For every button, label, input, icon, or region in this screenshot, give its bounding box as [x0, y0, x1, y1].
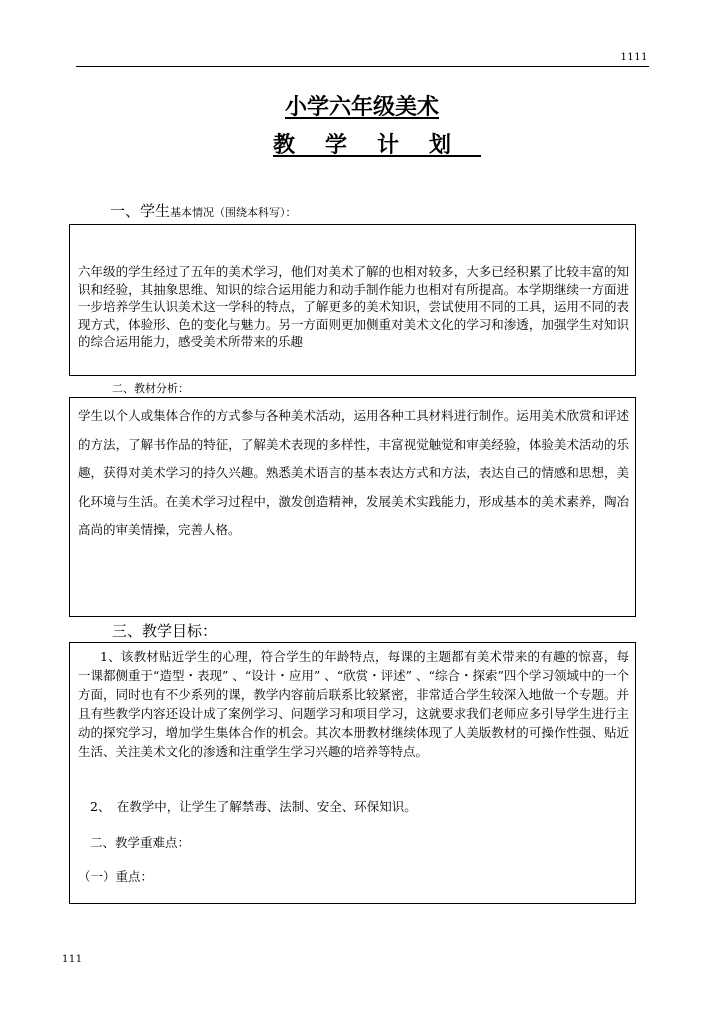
section-3-item-1: 1、该教材贴近学生的心理，符合学生的年龄特点，每课的主题都有美术带来的有趣的惊喜，每一课都侧重于“造型・表现” 、“设计・应用” 、“欣赏・评述” 、“综合・探索”四个学习领域中的一个方面，同时也有不少系列的课，教学内容前后联系比较紧密，非常适合学生较深入地做一个专题。并且有些教学内容还设计成了案例学习、问题学习和项目学习，这就要求我们老师应多引导学生进行主动的探究学习，增加学生集体合作的机会。其次本册教材继续体现了人美版教材的可操作性强、贴近生活、关注美术文化的渗透和注重学生学习兴趣的培养等特点。	[78, 649, 629, 759]
section-3-point-1: （一）重点：	[78, 869, 154, 884]
section-2-heading: 二、教材分析：	[112, 382, 189, 395]
section-1-heading	[110, 200, 297, 221]
section-1-heading-main: 一、学生	[110, 202, 171, 220]
section-1-heading-small: 基本情况（围绕本科写）：	[170, 206, 297, 219]
page-number-top: 1111	[620, 52, 648, 63]
section-3-item-2: 2、 在教学中，让学生了解禁毒、法制、安全、环保知识。	[90, 799, 417, 814]
section-1-box	[69, 224, 636, 376]
header-rule	[76, 66, 649, 67]
section-3-subheading: 二、教学重难点：	[90, 835, 191, 850]
page-number-bottom: 111	[62, 954, 83, 965]
section-2-box	[69, 397, 636, 617]
document-subtitle: 教学计划	[272, 132, 481, 158]
section-3-box	[69, 642, 636, 904]
document-title: 小学六年级美术	[284, 94, 439, 120]
section-2-body: 学生以个人或集体合作的方式参与各种美术活动，运用各种工具材料进行制作。运用美术欣赏和评述的方法，了解书作品的特征，了解美术表现的多样性，丰富视觉触觉和审美经验，体验美术活动的乐趣，获得对美术学习的持久兴趣。熟悉美术语言的基本表达方式和方法，表达自己的情感和思想，美化环境与生活。在美术学习过程中，激发创造精神，发展美术实践能力，形成基本的美术素养，陶冶高尚的审美情操，完善人格。	[78, 408, 629, 537]
section-3-heading: 三、教学目标：	[112, 622, 218, 640]
section-1-body: 六年级的学生经过了五年的美术学习，他们对美术了解的也相对较多，大多已经积累了比较丰富的知识和经验，其抽象思维、知识的综合运用能力和动手制作能力也相对有所提高。本学期继续一方面进一步培养学生认识美术这一学科的特点，了解更多的美术知识，尝试使用不同的工具，运用不同的表现方式，体验形、色的变化与魅力。另一方面则更加侧重对美术文化的学习和渗透，加强学生对知识的综合运用能力，感受美术所带来的乐趣	[78, 264, 629, 349]
